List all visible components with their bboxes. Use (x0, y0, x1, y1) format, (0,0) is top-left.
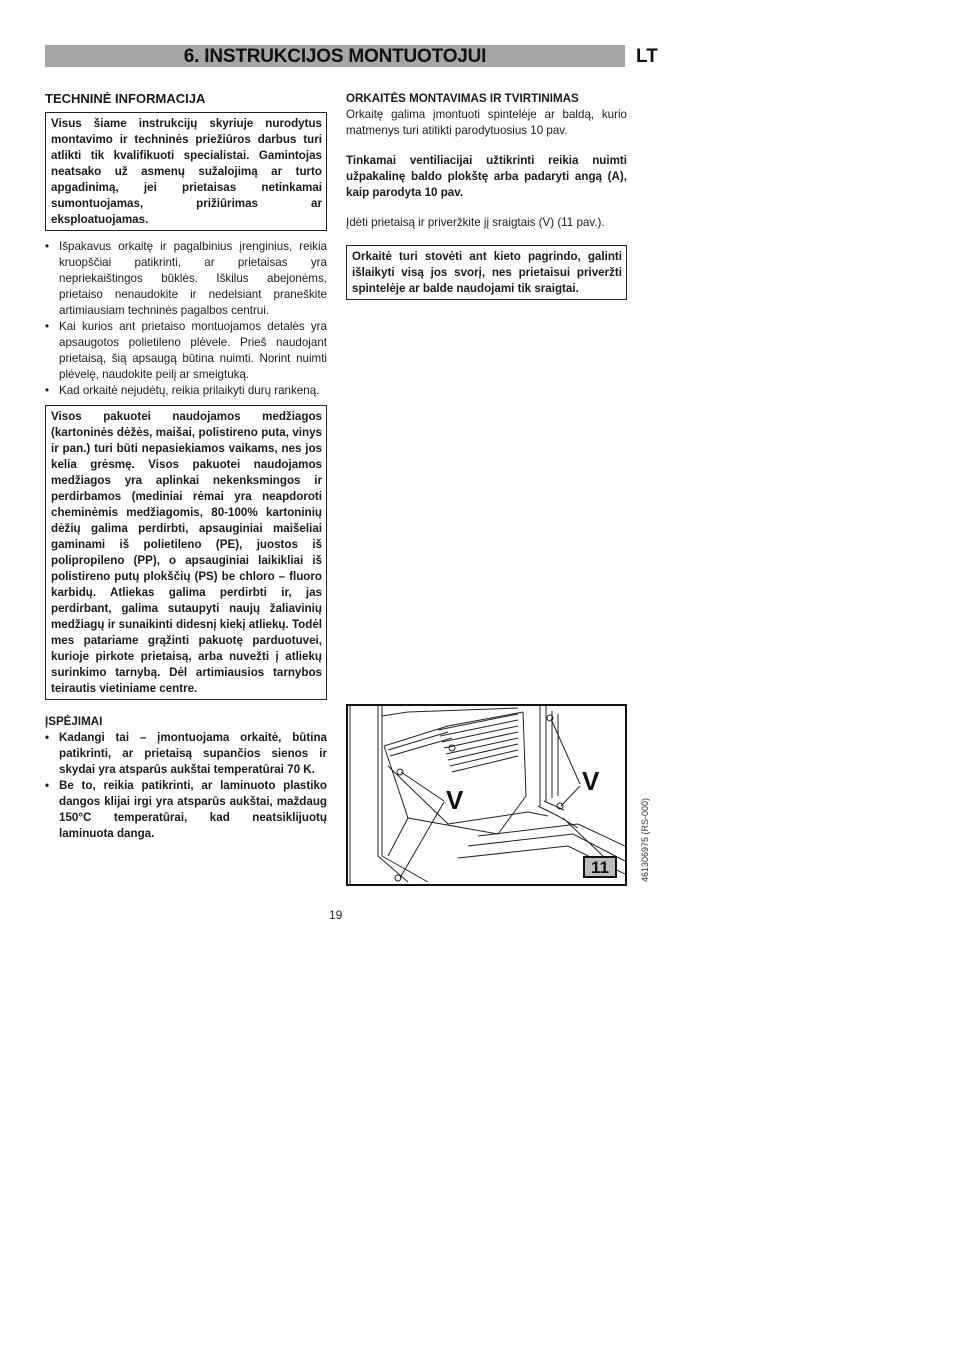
language-code: LT (636, 46, 658, 67)
figure-11-oven-mounting (346, 704, 627, 886)
warnings-heading: ĮSPĖJIMAI (45, 715, 103, 728)
section-header-bar (45, 45, 625, 67)
list-item: • Be to, reikia patikrinti, ar laminuoto plastiko dangos klijai irgi yra atsparūs aukštai, maždaug 150°C temperatūrai, kad neatsiklijuotų laminuota danga. (45, 778, 327, 842)
section-title: 6. INSTRUKCIJOS MONTUOTOJUI (183, 46, 487, 67)
list-item: • Išpakavus orkaitę ir pagalbinius įrenginius, reikia kruopščiai patikrinti, ar prietaisas yra nepriekaištingos būklės. Iškilus abejonėms, prietaiso nenaudokite ir nedelsiant praneškite artimiausiam techninės pagalbos centrui. (45, 239, 327, 319)
qualified-personnel-warning-box: Visus šiame instrukcijų skyriuje nurodytus montavimo ir techninės priežiūros darbus turi atlikti tik kvalifikuoti specialistai. Gamintojas neatsako už asmenų sužalojimą ar turto apgadinimą, jei prietaisas netinkamai sumontuojamas, prižiūrimas ar eksploatuojamas. (45, 112, 327, 231)
document-code: 461306975 (RS-000) (640, 797, 650, 882)
packaging-materials-box: Visos pakuotei naudojamos medžiagos (kartoninės dėžės, maišai, polistireno puta, vinys ir pan.) turi būti nepasiekiamos vaikams, nes jos kelia grėsmę. Visos pakuotei naudojamos medžiagos yra aplinkai nekenksmingos ir perdirbamos (mediniai rėmai yra neapdoroti cheminėmis medžiagomis, 80-100% kartoninių dėžių galima perdirbti, apsauginiai maišeliai gaminami iš polietileno (PE), juostos iš polipropileno (PP), o apsauginiai laikikliai iš polistireno putų plokščių (PS) be chloro – fluoro karbidų. Atliekas galima perdirbti ir, jas perdirbant, galima sutaupyti naujų žaliavinių medžiagų ir sunaikinti didesnį kiekį atliekų. Todėl mes patariame grąžinti pakuotę parduotuvei, kurioje pirkote prietaisą, arba nuvežti į atliekų surinkimo tarnybą. Dėl artimiausios tarnybos teirautis vietiniame centre. (45, 405, 327, 700)
installation-intro: Orkaitę galima įmontuoti spintelėje ar baldą, kurio matmenys turi atitikti parodytuosius 10 pav. (346, 108, 627, 137)
figure-number-badge: 11 (583, 856, 617, 878)
solid-base-note-box: Orkaitė turi stovėti ant kieto pagrindo, galinti išlaikyti visą jos svorį, nes prietaisui priveržti spintelėje ar balde naudojami tik sraigtai. (346, 245, 627, 300)
list-item: • Kai kurios ant prietaiso montuojamos detalės yra apsaugotos polietileno plėvele. Prieš naudojant prietaisą, šią apsaugą būtina nuimti. Norint nuimti plėvelę, naudokite peilį ar smeigtuką. (45, 319, 327, 383)
screw-install-paragraph: Įdėti prietaisą ir priveržkite jį sraigtais (V) (11 pav.). (346, 216, 605, 229)
page-number: 19 (329, 908, 343, 922)
ventilation-paragraph: Tinkamai ventiliacijai užtikrinti reikia nuimti užpakalinę baldo plokštę arba padaryti angą (A), kaip parodyta 10 pav. (346, 154, 627, 199)
left-column (45, 90, 327, 848)
right-column (346, 91, 627, 300)
technical-info-heading: TECHNINĖ INFORMACIJA (45, 91, 206, 106)
unpacking-bullet-list (45, 239, 327, 399)
list-item: • Kad orkaitė nejudėtų, reikia prilaikyti durų rankeną. (45, 383, 327, 399)
list-item: • Kadangi tai – įmontuojama orkaitė, būtina patikrinti, ar prietaisą supančios sienos ir skydai yra atsparūs aukštai temperatūrai 70 K. (45, 730, 327, 778)
warnings-list (45, 730, 327, 842)
screw-label-v-right: V (582, 766, 600, 796)
screw-label-v-left: V (446, 785, 464, 815)
installation-heading: ORKAITĖS MONTAVIMAS IR TVIRTINIMAS (346, 92, 579, 105)
